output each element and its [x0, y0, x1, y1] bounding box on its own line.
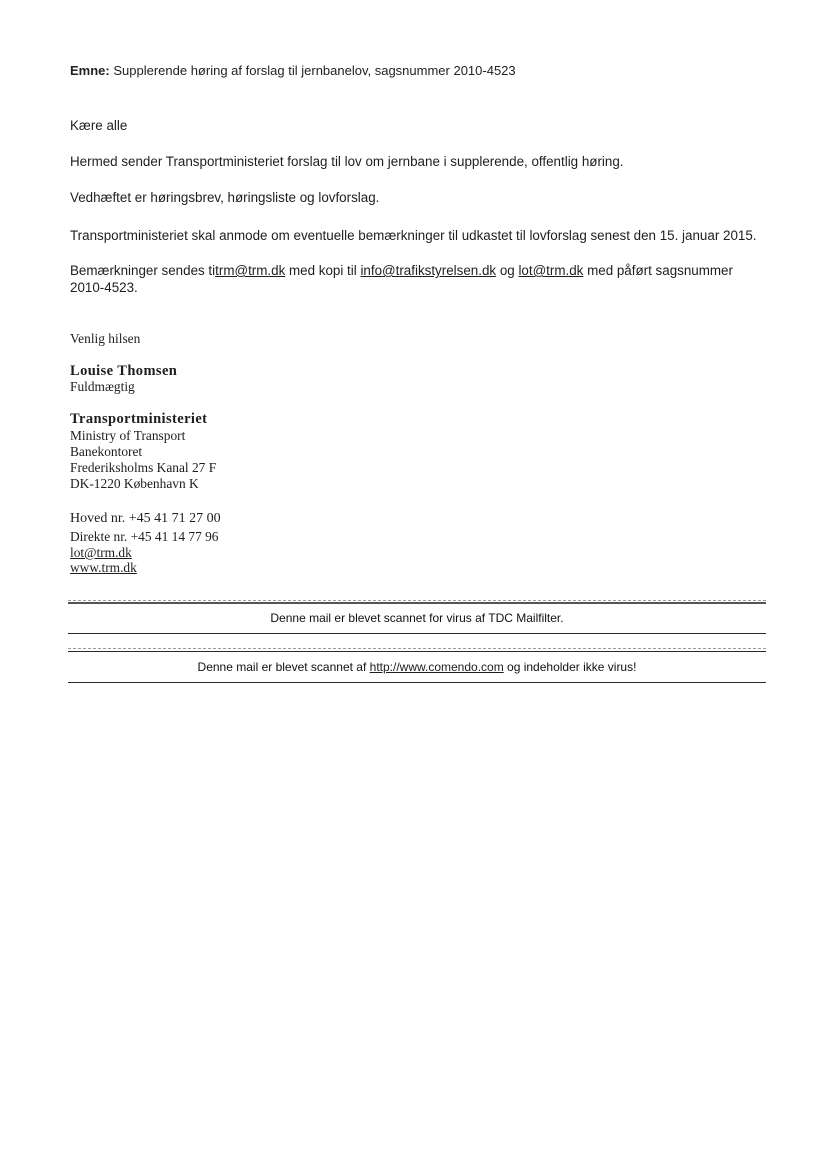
divider: [68, 602, 766, 604]
subject-text: Supplerende høring af forslag til jernbanelov, sagsnummer 2010-4523: [113, 63, 516, 78]
divider: [68, 633, 766, 634]
signature-website-link[interactable]: www.trm.dk: [70, 560, 137, 575]
notice2-prefix: Denne mail er blevet scannet af: [197, 660, 370, 674]
paragraph4-suffix: med påført sagsnummer 2010-4523.: [70, 263, 733, 295]
email-subject: [70, 63, 516, 78]
organization-name: Transportministeriet: [70, 411, 208, 427]
notice2-suffix: og indeholder ikke virus!: [503, 660, 637, 674]
subject-label: Emne:: [70, 63, 110, 78]
trm-email-link[interactable]: trm@trm.dk: [215, 263, 286, 278]
comendo-link[interactable]: http://www.comendo.com: [369, 660, 504, 674]
organization-line-1: Ministry of Transport: [70, 428, 186, 443]
paragraph4-mid2: og: [496, 263, 519, 278]
organization-address: Frederiksholms Kanal 27 F: [70, 460, 217, 475]
phone-direct: Direkte nr. +45 41 14 77 96: [70, 529, 219, 544]
divider: [68, 682, 766, 683]
signer-name: Louise Thomsen: [70, 363, 178, 379]
email-paragraph-1: Hermed sender Transportministeriet forslag til lov om jernbane i supplerende, offentlig høring.: [70, 154, 624, 169]
trafikstyrelsen-email-link[interactable]: info@trafikstyrelsen.dk: [360, 263, 497, 278]
organization-line-2: Banekontoret: [70, 444, 143, 459]
signature-closing: Venlig hilsen: [70, 331, 141, 346]
email-paragraph-4: [70, 262, 770, 296]
signer-title: Fuldmægtig: [70, 379, 135, 394]
paragraph4-prefix: Bemærkninger sendes ti: [70, 263, 216, 278]
email-paragraph-3: Transportministeriet skal anmode om eventuelle bemærkninger til udkastet til lovforslag senest den 15. januar 2015.: [70, 228, 757, 243]
email-paragraph-2: Vedhæftet er høringsbrev, høringsliste og lovforslag.: [70, 190, 380, 205]
virus-scan-notice-comendo: [68, 660, 766, 674]
lot-email-link[interactable]: lot@trm.dk: [518, 263, 584, 278]
paragraph4-mid1: med kopi til: [285, 263, 361, 278]
phone-main: Hoved nr. +45 41 71 27 00: [70, 511, 221, 526]
virus-scan-notice-tdc: Denne mail er blevet scannet for virus af TDC Mailfilter.: [270, 611, 564, 625]
divider: [68, 600, 766, 601]
divider: [68, 651, 766, 652]
signature-email-link[interactable]: lot@trm.dk: [70, 545, 132, 560]
email-greeting: Kære alle: [70, 118, 128, 133]
organization-postal: DK-1220 København K: [70, 476, 199, 491]
divider: [68, 648, 766, 649]
